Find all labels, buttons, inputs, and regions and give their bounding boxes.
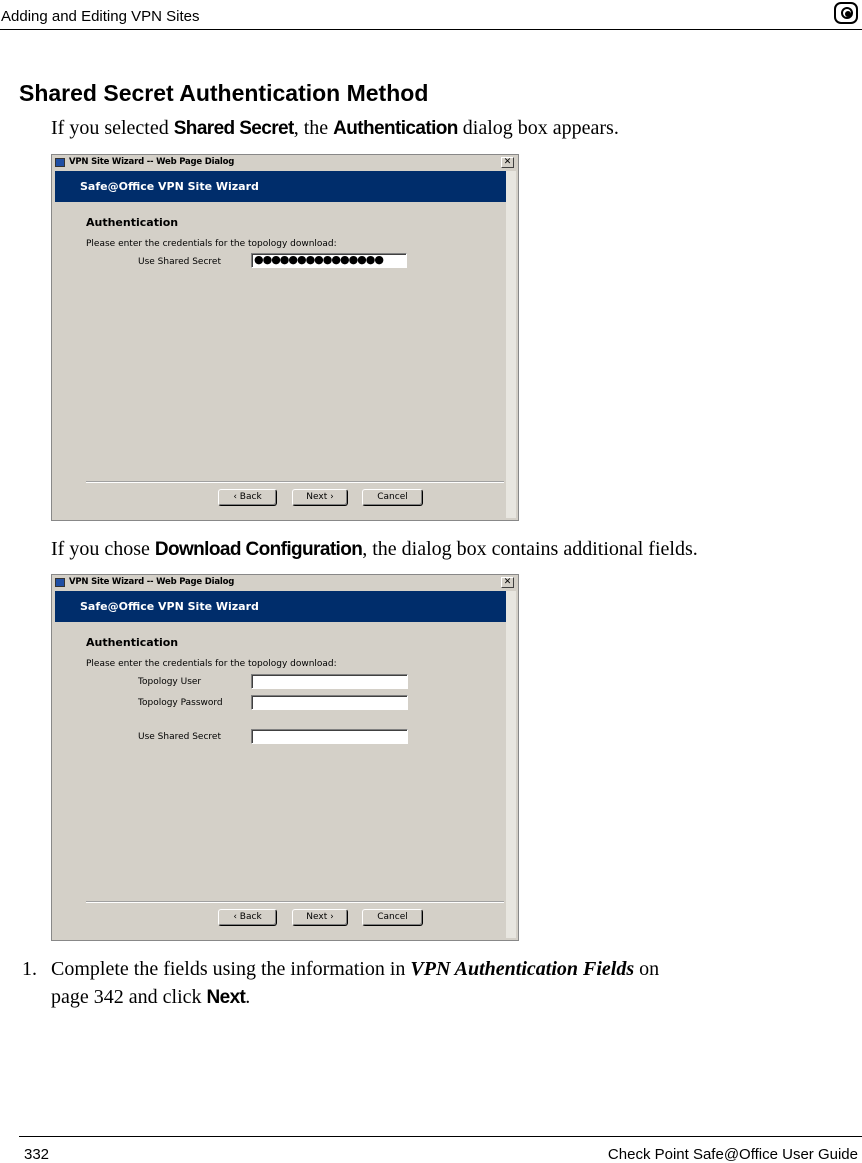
wizard-banner — [55, 591, 506, 622]
topology-user-input[interactable] — [251, 674, 408, 689]
dialog-titlebar — [52, 575, 518, 591]
scrollbar-track[interactable] — [506, 591, 516, 938]
running-header — [0, 0, 862, 30]
topology-password-input[interactable] — [251, 695, 408, 710]
second-suffix: , the dialog box contains additional fields. — [362, 538, 698, 560]
second-paragraph — [51, 535, 698, 564]
xref-vpn-authentication-fields[interactable]: VPN Authentication Fields — [410, 958, 635, 980]
shared-secret-label: Use Shared Secret — [138, 732, 221, 742]
dialog-separator — [86, 901, 504, 903]
scrollbar-track[interactable] — [506, 171, 516, 518]
intro-prefix: If you selected — [51, 117, 174, 139]
running-footer — [19, 1136, 862, 1163]
back-button[interactable]: ‹ Back — [218, 489, 277, 506]
step-line2-prefix: page 342 and click — [51, 986, 207, 1008]
dialog-prompt: Please enter the credentials for the topology download: — [86, 659, 337, 669]
step-line1-prefix: Complete the fields using the information in — [51, 958, 411, 980]
section-title: Shared Secret Authentication Method — [19, 80, 429, 106]
dialog-separator — [86, 481, 504, 483]
step-line-1 — [51, 955, 659, 983]
step-line-2 — [51, 983, 250, 1012]
next-button[interactable]: Next › — [292, 909, 348, 926]
dialog-shared-secret — [51, 154, 519, 521]
page-number: 332 — [24, 1146, 50, 1163]
guide-title: Check Point Safe@Office User Guide — [607, 1146, 858, 1163]
shared-secret-input[interactable] — [251, 729, 408, 744]
intro-middle: , the — [293, 117, 334, 139]
dialog-window-title: VPN Site Wizard -- Web Page Dialog — [69, 577, 235, 587]
window-app-icon — [55, 158, 65, 167]
dialog-body — [55, 591, 506, 938]
second-prefix: If you chose — [51, 538, 155, 560]
step-line1-suffix: on — [634, 958, 660, 980]
shared-secret-input[interactable]: ●●●●●●●●●●●●●●● — [251, 253, 407, 268]
wizard-banner-title: Safe@Office VPN Site Wizard — [80, 600, 259, 613]
cancel-button[interactable]: Cancel — [362, 909, 423, 926]
dialog-body — [55, 171, 506, 518]
logo-dot — [845, 11, 851, 17]
intro-term-shared-secret: Shared Secret — [173, 118, 294, 139]
check-point-logo-icon — [834, 2, 858, 24]
topology-user-label: Topology User — [138, 677, 202, 687]
wizard-banner — [55, 171, 506, 202]
dialog-heading: Authentication — [86, 636, 179, 649]
dialog-download-configuration — [51, 574, 519, 941]
next-button[interactable]: Next › — [292, 489, 348, 506]
intro-paragraph — [51, 114, 619, 143]
close-icon[interactable]: ✕ — [501, 577, 514, 588]
intro-suffix: dialog box appears. — [457, 117, 619, 139]
dialog-window-title: VPN Site Wizard -- Web Page Dialog — [69, 157, 235, 167]
cancel-button[interactable]: Cancel — [362, 489, 423, 506]
wizard-banner-title: Safe@Office VPN Site Wizard — [80, 180, 259, 193]
close-icon[interactable]: ✕ — [501, 157, 514, 168]
back-button[interactable]: ‹ Back — [218, 909, 277, 926]
dialog-titlebar — [52, 155, 518, 171]
dialog-heading: Authentication — [86, 216, 179, 229]
header-title: Adding and Editing VPN Sites — [1, 8, 200, 25]
shared-secret-label: Use Shared Secret — [138, 257, 221, 267]
window-app-icon — [55, 578, 65, 587]
topology-password-label: Topology Password — [138, 698, 223, 708]
intro-term-authentication: Authentication — [333, 118, 458, 139]
step-number: 1. — [22, 958, 37, 980]
term-next: Next — [206, 987, 246, 1008]
step-line2-suffix: . — [245, 986, 251, 1008]
term-download-configuration: Download Configuration — [154, 539, 363, 560]
dialog-prompt: Please enter the credentials for the topology download: — [86, 239, 337, 249]
